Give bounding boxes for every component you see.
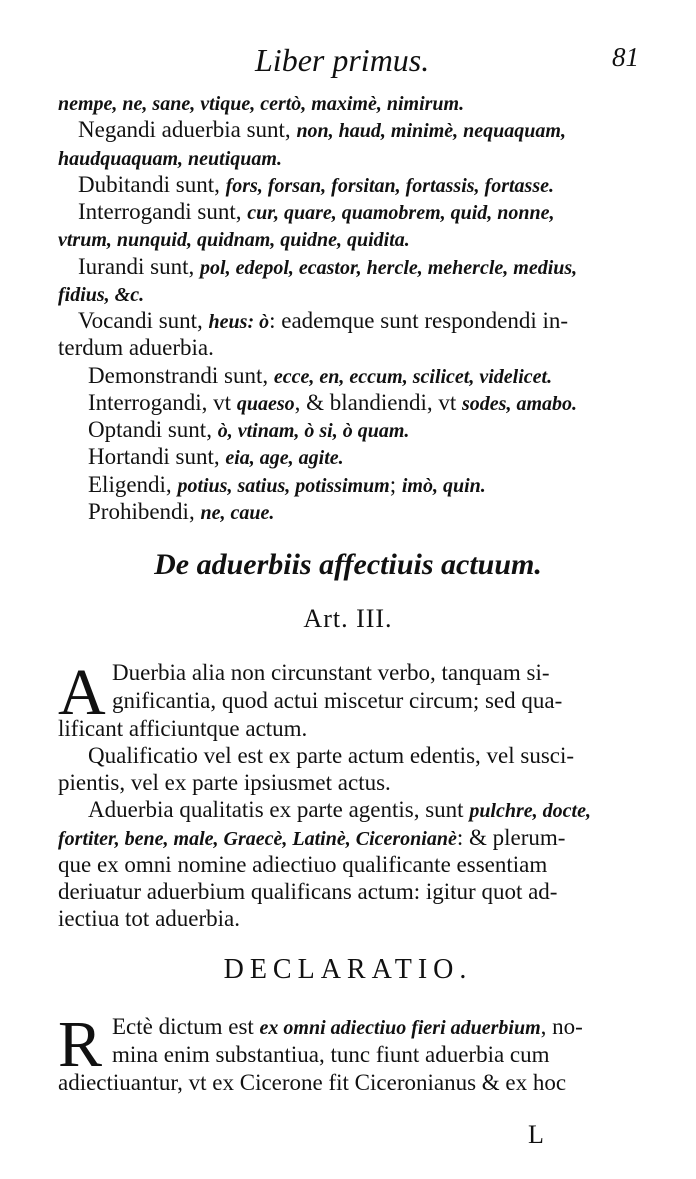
text-line: Aduerbia qualitatis ex parte agentis, sunt pulchre, docte, [88, 797, 591, 822]
article-heading: Art. III. [303, 604, 393, 633]
text-line: Duerbia alia non circunstant verbo, tanquam si- [112, 660, 550, 685]
text-line: lificant afficiuntque actum. [58, 716, 308, 741]
drop-cap: A [58, 656, 106, 729]
text-line: vtrum, nunquid, quidnam, quidne, quidita. [58, 229, 410, 251]
text-line: iectiua tot aduerbia. [58, 906, 241, 931]
text-line: Interrogandi sunt, cur, quare, quamobrem, quid, nonne, [78, 199, 555, 224]
text-line: mina enim substantiua, tunc fiunt aduerbia cum [112, 1042, 550, 1067]
text-line: Dubitandi sunt, fors, forsan, forsitan, fortassis, fortasse. [78, 172, 554, 197]
page-number: 81 [612, 42, 639, 72]
text-line: Eligendi, potius, satius, potissimum; imò, quin. [88, 472, 486, 497]
text-line: gnificantia, quod actui miscetur circum; sed qua- [112, 688, 563, 713]
section-heading: De aduerbiis affectiuis actuum. [154, 548, 542, 581]
text-line: Interrogandi, vt quaeso, & blandiendi, vt sodes, amabo. [88, 390, 577, 415]
text-line: Optandi sunt, ò, vtinam, ò si, ò quam. [88, 417, 410, 442]
text-line: fidius, &c. [58, 284, 145, 306]
page-header [0, 42, 696, 86]
text-line: Negandi aduerbia sunt, non, haud, minimè, nequaquam, [78, 117, 566, 142]
text-line: Hortandi sunt, eia, age, agite. [88, 444, 344, 469]
declaratio-heading: DECLARATIO. [223, 954, 473, 985]
text-line: que ex omni nomine adiectiuo qualificante essentiam [58, 852, 548, 877]
text-line: pientis, vel ex parte ipsiusmet actus. [58, 770, 391, 795]
running-head: Liber primus. [255, 42, 430, 78]
text-line: Prohibendi, ne, caue. [88, 499, 275, 524]
text-line: Vocandi sunt, heus: ò: eademque sunt respondendi in- [78, 308, 569, 333]
text-line: fortiter, bene, male, Graecè, Latinè, Ciceronianè: & plerum- [58, 825, 566, 850]
text-line: nempe, ne, sane, vtique, certò, maximè, nimirum. [58, 93, 465, 115]
catchword: L [528, 1120, 544, 1149]
text-line: Demonstrandi sunt, ecce, en, eccum, scilicet, videlicet. [88, 363, 553, 388]
text-line: Ectè dictum est ex omni adiectiuo fieri aduerbium, no- [112, 1014, 583, 1039]
text-line: deriuatur aduerbium qualificans actum: igitur quot ad- [58, 879, 558, 904]
text-line: Iurandi sunt, pol, edepol, ecastor, hercle, mehercle, medius, [78, 254, 578, 279]
text-line: Qualificatio vel est ex parte actum edentis, vel susci- [88, 743, 575, 768]
drop-cap: R [58, 1008, 103, 1081]
text-line: terdum aduerbia. [58, 335, 214, 360]
text-line: adiectiuantur, vt ex Cicerone fit Ciceronianus & ex hoc [58, 1070, 567, 1095]
text-line: haudquaquam, neutiquam. [58, 148, 282, 170]
